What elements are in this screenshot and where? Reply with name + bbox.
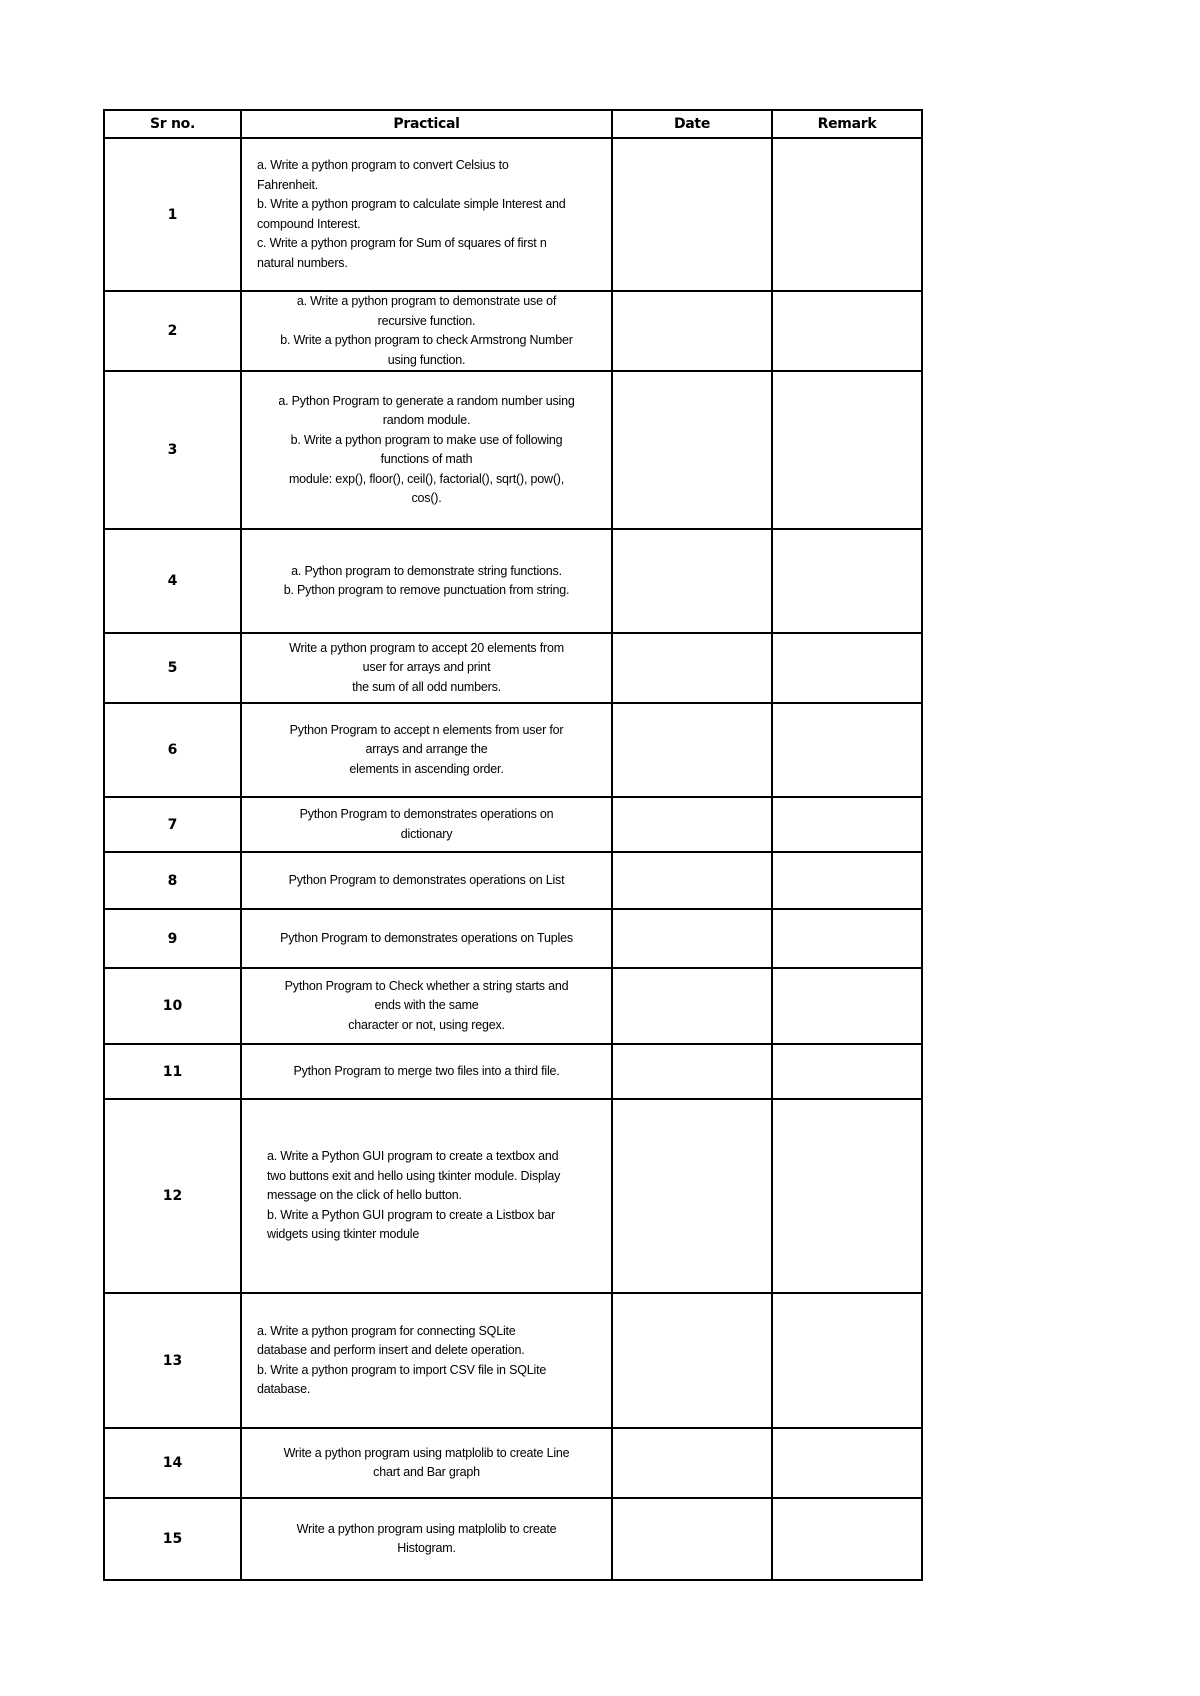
sr-no-cell: 9 (104, 909, 241, 968)
practical-cell (241, 1044, 612, 1099)
practical-cell (241, 968, 612, 1044)
header-remark: Remark (772, 110, 922, 138)
date-cell[interactable] (612, 529, 772, 633)
sr-no-cell: 14 (104, 1428, 241, 1498)
date-cell[interactable] (612, 703, 772, 797)
sr-no-cell: 12 (104, 1099, 241, 1293)
sr-no-cell: 8 (104, 852, 241, 909)
remark-cell[interactable] (772, 371, 922, 529)
sr-no-cell: 4 (104, 529, 241, 633)
table-row (104, 797, 922, 852)
practical-cell (241, 633, 612, 703)
date-cell[interactable] (612, 797, 772, 852)
remark-cell[interactable] (772, 1498, 922, 1580)
practical-text-line: Write a python program using matplolib to create (296, 1521, 557, 1536)
practical-text-line: b. Python program to remove punctuation from string. (283, 583, 570, 597)
date-cell[interactable] (612, 1498, 772, 1580)
practical-text-line: using function. (387, 352, 466, 367)
practical-text-line: b. Write a Python GUI program to create a Listbox bar (267, 1207, 555, 1222)
practical-text-line: b. Write a python program to check Armstrong Number (280, 333, 573, 347)
practical-text-line: message on the click of hello button. (267, 1188, 462, 1203)
remark-cell[interactable] (772, 1099, 922, 1293)
practical-text-line: Python Program to demonstrates operations on (299, 807, 554, 821)
practical-text-line: Fahrenheit. (257, 177, 319, 192)
practical-text-line: b. Write a python program to make use of following (290, 432, 563, 447)
practical-cell (241, 1498, 612, 1580)
table-row (104, 633, 922, 703)
practical-text-line: natural numbers. (257, 255, 348, 270)
practical-text-line: two buttons exit and hello using tkinter module. Display (267, 1168, 561, 1183)
date-cell[interactable] (612, 291, 772, 371)
header-sr-no: Sr no. (104, 110, 241, 138)
practical-text-line: the sum of all odd numbers. (352, 679, 501, 694)
table-row (104, 291, 922, 371)
header-date: Date (612, 110, 772, 138)
table-row (104, 138, 922, 291)
practical-text-line: Histogram. (397, 1541, 456, 1555)
practical-text-line: elements in ascending order. (349, 761, 504, 776)
practical-text-line: arrays and arrange the (365, 742, 488, 757)
practical-text-line: a. Write a Python GUI program to create a textbox and (267, 1149, 559, 1164)
practical-text-line: compound Interest. (257, 216, 361, 231)
date-cell[interactable] (612, 909, 772, 968)
date-cell[interactable] (612, 371, 772, 529)
practical-text-line: a. Python program to demonstrate string functions. (291, 563, 562, 578)
date-cell[interactable] (612, 1428, 772, 1498)
practical-cell (241, 529, 612, 633)
table-row (104, 1428, 922, 1498)
table-row (104, 529, 922, 633)
date-cell[interactable] (612, 968, 772, 1044)
practical-cell (241, 703, 612, 797)
practical-text-line: database. (257, 1382, 311, 1396)
remark-cell[interactable] (772, 291, 922, 371)
practical-text-line: Python Program to accept n elements from user for (289, 722, 564, 737)
practical-text-line: module: exp(), floor(), ceil(), factorial(), sqrt(), pow(), (288, 471, 565, 486)
table-row (104, 968, 922, 1044)
remark-cell[interactable] (772, 968, 922, 1044)
sr-no-cell: 13 (104, 1293, 241, 1428)
sr-no-cell: 15 (104, 1498, 241, 1580)
remark-cell[interactable] (772, 909, 922, 968)
practical-cell (241, 138, 612, 291)
sr-no-cell: 5 (104, 633, 241, 703)
practical-text-line: chart and Bar graph (373, 1465, 480, 1479)
practical-cell (241, 797, 612, 852)
remark-cell[interactable] (772, 633, 922, 703)
date-cell[interactable] (612, 1044, 772, 1099)
table-row (104, 909, 922, 968)
remark-cell[interactable] (772, 852, 922, 909)
practical-text-line: b. Write a python program to import CSV file in SQLite (257, 1362, 547, 1377)
practical-text-line: Python Program to merge two files into a third file. (293, 1063, 560, 1078)
sr-no-cell: 11 (104, 1044, 241, 1099)
table-row (104, 1099, 922, 1293)
practical-text-line: database and perform insert and delete operation. (257, 1343, 525, 1357)
practical-text-line: c. Write a python program for Sum of squares of first n (257, 236, 547, 250)
practical-text-line: Python Program to demonstrates operations on Tuples (280, 930, 573, 945)
practical-cell (241, 1293, 612, 1428)
practical-text-line: ends with the same (374, 998, 479, 1013)
practical-text-line: character or not, using regex. (348, 1017, 505, 1032)
sr-no-cell: 3 (104, 371, 241, 529)
sr-no-cell: 1 (104, 138, 241, 291)
date-cell[interactable] (612, 1099, 772, 1293)
table-header-row (104, 110, 922, 138)
practical-text-line: a. Python Program to generate a random number using (278, 393, 575, 408)
practical-text-line: Write a python program to accept 20 elements from (289, 640, 564, 655)
sr-no-cell: 2 (104, 291, 241, 371)
practical-cell (241, 909, 612, 968)
practical-text-line: random module. (382, 413, 471, 427)
sr-no-cell: 6 (104, 703, 241, 797)
practical-text-line: widgets using tkinter module (267, 1227, 420, 1242)
practical-text-line: functions of math (380, 452, 473, 466)
table-row (104, 371, 922, 529)
table-row (104, 1044, 922, 1099)
practical-cell (241, 1428, 612, 1498)
practical-text-line: Python Program to demonstrates operations on List (288, 872, 565, 887)
practicals-table (103, 109, 923, 1581)
remark-cell[interactable] (772, 1293, 922, 1428)
practical-cell (241, 852, 612, 909)
remark-cell[interactable] (772, 529, 922, 633)
date-cell[interactable] (612, 1293, 772, 1428)
practical-text-line: a. Write a python program to convert Celsius to (257, 158, 509, 172)
remark-cell[interactable] (772, 1428, 922, 1498)
practical-cell (241, 1099, 612, 1293)
table-row (104, 703, 922, 797)
practical-cell (241, 371, 612, 529)
practical-text-line: Python Program to Check whether a string starts and (284, 978, 569, 993)
practical-text-line: a. Write a python program to demonstrate use of (296, 294, 557, 308)
table-row (104, 852, 922, 909)
practical-text-line: user for arrays and print (362, 660, 491, 675)
practical-text-line: b. Write a python program to calculate simple Interest and (257, 197, 566, 211)
remark-cell[interactable] (772, 797, 922, 852)
practical-text-line: dictionary (400, 826, 453, 841)
sr-no-cell: 10 (104, 968, 241, 1044)
practical-text-line: recursive function. (377, 313, 476, 328)
practical-cell (241, 291, 612, 371)
remark-cell[interactable] (772, 138, 922, 291)
practical-text-line: cos(). (411, 491, 442, 505)
header-practical: Practical (241, 110, 612, 138)
table-row (104, 1293, 922, 1428)
practical-text-line: Write a python program using matplolib to create Line (283, 1445, 570, 1460)
table-row (104, 1498, 922, 1580)
remark-cell[interactable] (772, 703, 922, 797)
date-cell[interactable] (612, 852, 772, 909)
date-cell[interactable] (612, 633, 772, 703)
date-cell[interactable] (612, 138, 772, 291)
remark-cell[interactable] (772, 1044, 922, 1099)
sr-no-cell: 7 (104, 797, 241, 852)
practical-text-line: a. Write a python program for connecting SQLite (257, 1323, 516, 1338)
practical-list-sheet (103, 109, 921, 1581)
